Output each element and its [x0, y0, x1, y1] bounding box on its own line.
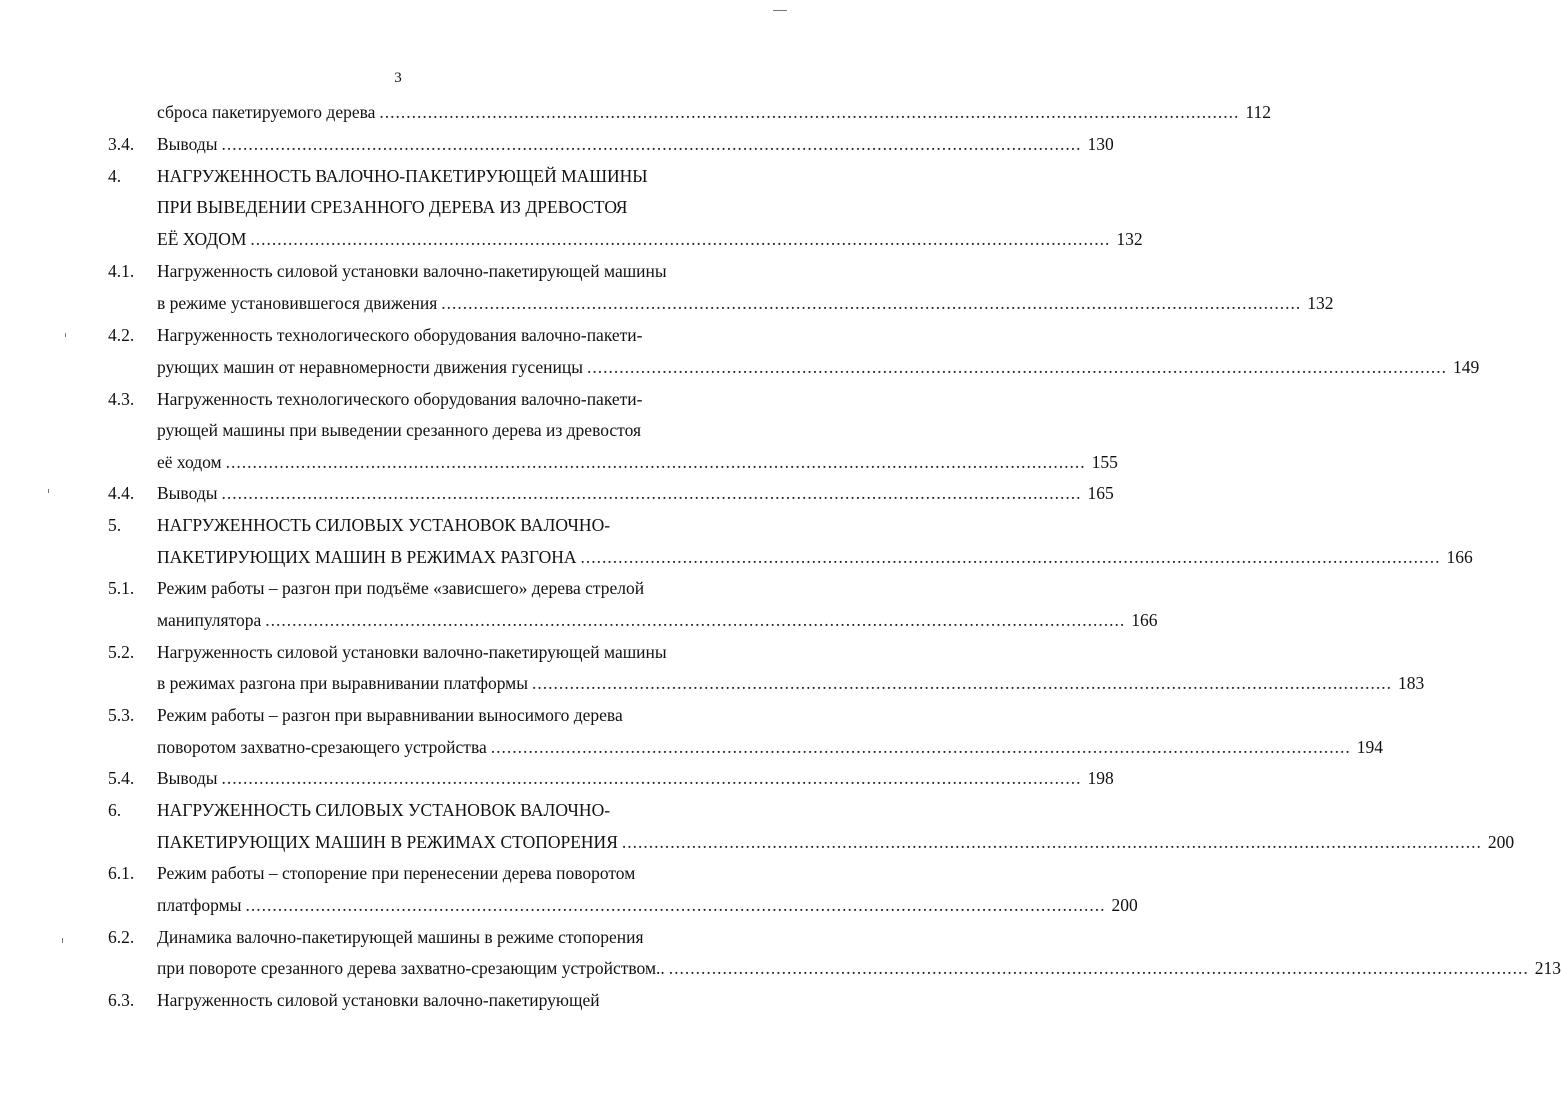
toc-entry-title: Нагруженность технологического оборудования валочно-пакети-: [157, 325, 643, 345]
toc-entry-title: Режим работы – стопорение при перенесении дерева поворотом: [157, 863, 636, 883]
toc-entry-title: рующих машин от неравномерности движения гусеницы: [157, 357, 583, 377]
toc-entry: [0, 922, 796, 952]
toc-entry: [0, 447, 1118, 477]
toc-entry-number: 6.: [108, 800, 122, 820]
toc-entry-title: в режимах разгона при выравнивании платформы: [157, 673, 529, 693]
scan-mark: [48, 489, 49, 493]
toc-entry: [0, 256, 796, 286]
toc-entry: [0, 224, 1143, 254]
dot-leader: ................................................................................................................................................................: [245, 895, 1106, 915]
toc-entry-title: Режим работы – разгон при подъёме «зависшего» дерева стрелой: [157, 578, 645, 598]
toc-entry-title: манипулятора: [157, 610, 262, 630]
toc-entry-title: ПРИ ВЫВЕДЕНИИ СРЕЗАННОГО ДЕРЕВА ИЗ ДРЕВОСТОЯ: [157, 197, 628, 217]
dot-leader: ................................................................................................................................................................: [379, 102, 1240, 122]
toc-entry-title: поворотом захватно-срезающего устройства: [157, 737, 487, 757]
dot-leader: ................................................................................................................................................................: [587, 357, 1447, 377]
toc-entry-title: Нагруженность силовой установки валочно-пакетирующей: [157, 990, 600, 1010]
toc-entry-title: Выводы: [157, 768, 218, 788]
dot-leader: ................................................................................................................................................................: [580, 547, 1441, 567]
toc-entry: [0, 192, 796, 222]
toc-entry: [0, 97, 1272, 127]
toc-entry-page: 213: [1534, 958, 1561, 978]
toc-entry-page: 112: [1245, 102, 1272, 122]
toc-entry-page: 183: [1398, 673, 1425, 693]
toc-entry-title: ПАКЕТИРУЮЩИХ МАШИН В РЕЖИМАХ СТОПОРЕНИЯ: [157, 832, 618, 852]
toc-entry-title: в режиме установившегося движения: [157, 293, 438, 313]
toc-entry-number: 5.4.: [108, 768, 135, 788]
toc-entry-page: 132: [1116, 229, 1143, 249]
dot-leader: ................................................................................................................................................................: [668, 958, 1529, 978]
toc-entry: [0, 605, 1158, 635]
scan-mark: [65, 333, 66, 337]
toc-entry-number: 4.2.: [108, 325, 135, 345]
toc-entry-number: 5.: [108, 515, 122, 535]
scan-mark: [62, 938, 63, 943]
toc-entry-page: 200: [1111, 895, 1138, 915]
toc-entry-page: 165: [1087, 483, 1114, 503]
toc-entry-title: рующей машины при выведении срезанного дерева из древостоя: [157, 420, 642, 440]
toc-entry: [0, 161, 796, 191]
toc-entry-number: 5.2.: [108, 642, 135, 662]
scan-mark: [773, 10, 787, 11]
toc-entry-title: НАГРУЖЕННОСТЬ СИЛОВЫХ УСТАНОВОК ВАЛОЧНО-: [157, 515, 611, 535]
toc-entry: [0, 384, 796, 414]
toc-entry-title: Выводы: [157, 483, 218, 503]
toc-entry-page: 200: [1487, 832, 1515, 852]
dot-leader: ................................................................................................................................................................: [221, 768, 1082, 788]
toc-entry: [0, 732, 1383, 762]
toc-entry-page: 132: [1307, 293, 1334, 313]
toc-entry-number: 4.3.: [108, 389, 135, 409]
toc-entry-title: Динамика валочно-пакетирующей машины в режиме стопорения: [157, 927, 644, 947]
toc-entry-title: Нагруженность силовой установки валочно-пакетирующей машины: [157, 642, 667, 662]
toc-entry: [0, 827, 1515, 857]
toc-entry-number: 5.1.: [108, 578, 135, 598]
toc-entry: [0, 352, 1480, 382]
toc-entry: [0, 953, 1561, 983]
toc-entry: [0, 700, 796, 730]
toc-entry-title: Нагруженность силовой установки валочно-пакетирующей машины: [157, 261, 667, 281]
toc-entry: [0, 478, 1114, 508]
toc-entry-title: её ходом: [157, 452, 222, 472]
dot-leader: ................................................................................................................................................................: [490, 737, 1351, 757]
toc-entry-page: 166: [1446, 547, 1473, 567]
toc-entry-title: НАГРУЖЕННОСТЬ СИЛОВЫХ УСТАНОВОК ВАЛОЧНО-: [157, 800, 611, 820]
toc-entry: [0, 637, 796, 667]
toc-entry-title: сброса пакетируемого дерева: [157, 102, 376, 122]
toc-entry-page: 130: [1087, 134, 1114, 154]
dot-leader: ................................................................................................................................................................: [221, 134, 1082, 154]
dot-leader: ................................................................................................................................................................: [441, 293, 1302, 313]
toc-entry: [0, 890, 1138, 920]
toc-entry: [0, 763, 1114, 793]
toc-entry: [0, 542, 1473, 572]
toc-entry-title: при повороте срезанного дерева захватно-срезающим устройством..: [157, 958, 665, 978]
toc-entry: [0, 573, 796, 603]
dot-leader: ................................................................................................................................................................: [532, 673, 1393, 693]
toc-entry-title: Режим работы – разгон при выравнивании выносимого дерева: [157, 705, 623, 725]
toc-entry-title: НАГРУЖЕННОСТЬ ВАЛОЧНО-ПАКЕТИРУЮЩЕЙ МАШИНЫ: [157, 166, 648, 186]
toc-entry: [0, 510, 796, 540]
toc-entry: [0, 858, 796, 888]
toc-entry: [0, 288, 1334, 318]
toc-entry-number: 6.3.: [108, 990, 135, 1010]
toc-entry-page: 149: [1453, 357, 1480, 377]
toc-entry: [0, 668, 1425, 698]
dot-leader: ................................................................................................................................................................: [250, 229, 1111, 249]
toc-entry-title: Выводы: [157, 134, 218, 154]
toc-entry-page: 166: [1131, 610, 1158, 630]
dot-leader: ................................................................................................................................................................: [265, 610, 1126, 630]
toc-entry-number: 4.4.: [108, 483, 135, 503]
toc-entry-number: 4.: [108, 166, 122, 186]
toc-entry-title: ЕЁ ХОДОМ: [157, 229, 247, 249]
page-number: 3: [394, 70, 402, 86]
dot-leader: ................................................................................................................................................................: [225, 452, 1086, 472]
toc-entry-number: 5.3.: [108, 705, 135, 725]
toc-entry: [0, 129, 1114, 159]
toc-entry-page: 155: [1091, 452, 1118, 472]
toc-entry-number: 6.1.: [108, 863, 135, 883]
toc-entry-page: 194: [1356, 737, 1383, 757]
toc-entry-number: 3.4.: [108, 134, 135, 154]
toc-entry-number: 6.2.: [108, 927, 135, 947]
toc-entry: [0, 320, 796, 350]
dot-leader: ................................................................................................................................................................: [621, 832, 1482, 852]
toc-entry-page: 198: [1087, 768, 1114, 788]
toc-entry: [0, 985, 796, 1015]
toc-entry-title: Нагруженность технологического оборудования валочно-пакети-: [157, 389, 643, 409]
toc-entry: [0, 795, 796, 825]
toc-entry-number: 4.1.: [108, 261, 135, 281]
toc-entry: [0, 415, 796, 445]
toc-entry-title: ПАКЕТИРУЮЩИХ МАШИН В РЕЖИМАХ РАЗГОНА: [157, 547, 577, 567]
dot-leader: ................................................................................................................................................................: [221, 483, 1082, 503]
toc-entry-title: платформы: [157, 895, 242, 915]
